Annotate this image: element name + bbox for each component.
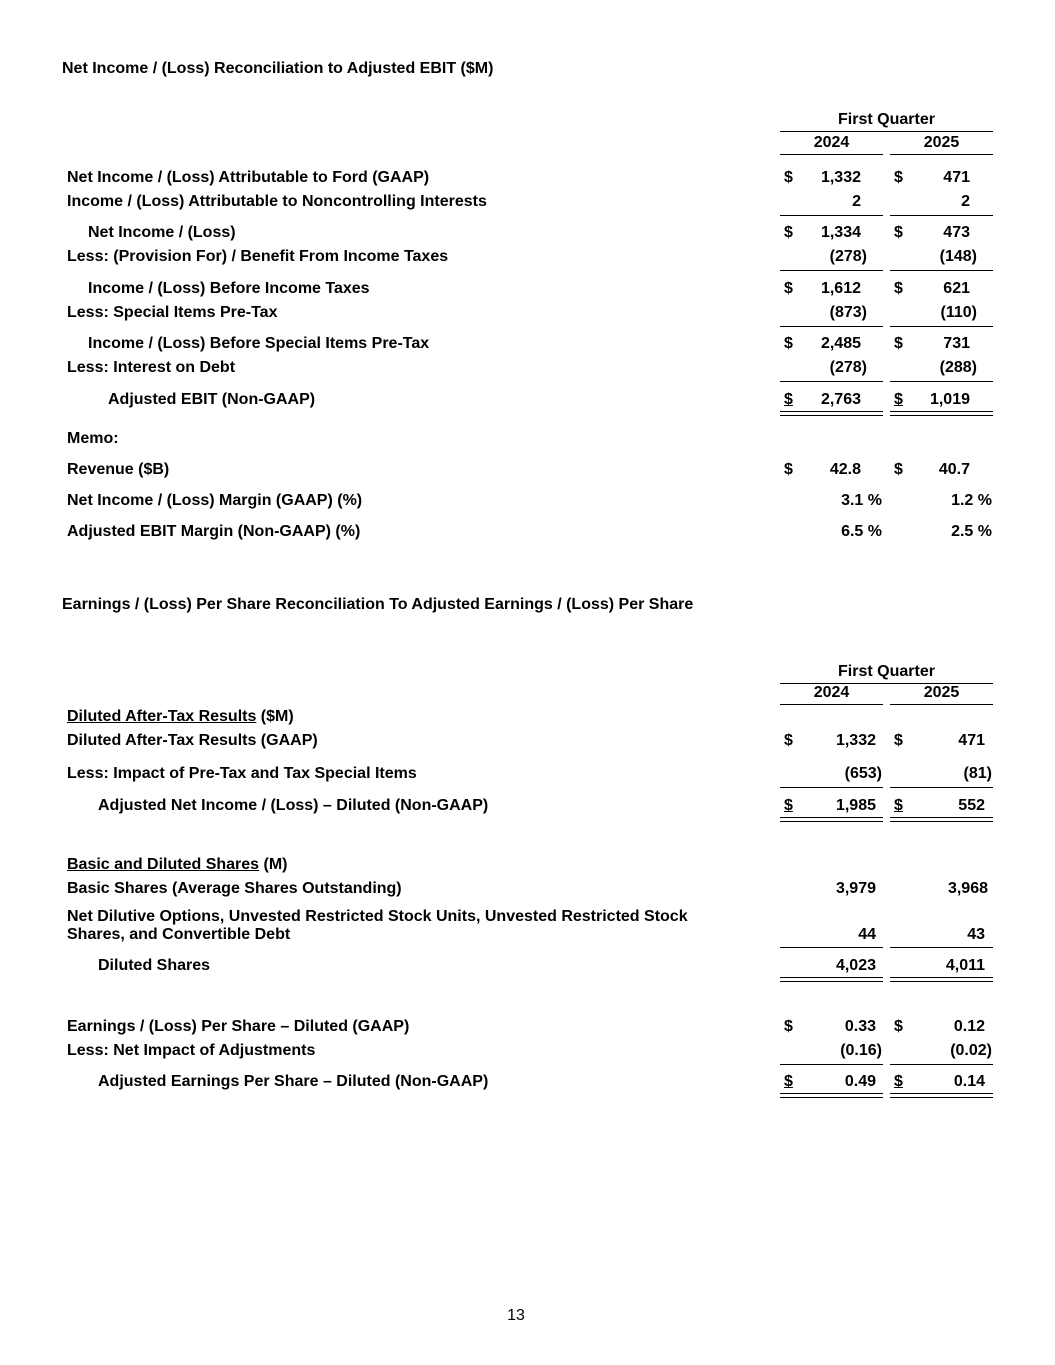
group1-unit: ($M) [256, 708, 294, 725]
value-2024: 0.33 [844, 1018, 876, 1035]
value-2024: 1,985 [835, 797, 876, 814]
total-double-rule [780, 411, 883, 416]
dollar-sign: $ [894, 335, 903, 352]
dollar-sign: $ [894, 732, 903, 749]
row-label: Income / (Loss) Before Special Items Pre-Tax [88, 335, 430, 352]
dollar-sign: $ [784, 732, 793, 749]
group2-heading: Basic and Diluted Shares [67, 856, 260, 873]
row-label: Income / (Loss) Before Income Taxes [88, 280, 370, 297]
table-row [0, 280, 1055, 302]
table-row [0, 523, 1055, 545]
table-row [0, 1018, 1055, 1040]
subtotal-rule [890, 326, 993, 327]
dollar-sign: $ [784, 461, 793, 478]
row-label: Less: Special Items Pre-Tax [67, 304, 278, 321]
value-2024: 1,612 [820, 280, 861, 297]
value-2024: 42.8 [829, 461, 861, 478]
table-row [0, 765, 1055, 787]
row-label: Adjusted EBIT Margin (Non-GAAP) (%) [67, 523, 361, 540]
table-row [0, 335, 1055, 357]
value-2024: 2,763 [820, 391, 861, 408]
table-row [0, 461, 1055, 483]
value-2024: (0.16) [840, 1042, 882, 1059]
page-number: 13 [507, 1307, 525, 1324]
total-double-rule [890, 411, 993, 416]
subtotal-rule [780, 947, 883, 948]
value-2025: 2.5 % [951, 523, 992, 540]
table-row [0, 359, 1055, 381]
value-2024: 1,332 [835, 732, 876, 749]
value-2025: 471 [958, 732, 985, 749]
subtotal-rule [780, 381, 883, 382]
value-2025: 471 [943, 169, 970, 186]
group2-unit: (M) [259, 856, 288, 873]
value-2024: 44 [858, 926, 876, 943]
table-row [0, 1073, 1055, 1095]
table-row [0, 908, 1055, 948]
section1-period-header: First Quarter [780, 111, 993, 132]
value-2024: 1,332 [820, 169, 861, 186]
row-label: Less: Impact of Pre-Tax and Tax Special Items [67, 765, 417, 782]
value-2025: 4,011 [945, 957, 985, 974]
section2-year-2025: 2025 [890, 684, 993, 705]
dollar-sign: $ [894, 224, 903, 241]
row-label: Net Income / (Loss) Margin (GAAP) (%) [67, 492, 363, 509]
value-2024: 6.5 % [841, 523, 882, 540]
table-row [0, 248, 1055, 270]
value-2024: 0.49 [844, 1073, 876, 1090]
value-2025: (148) [939, 248, 977, 265]
table-row [0, 957, 1055, 979]
dollar-sign: $ [894, 797, 903, 814]
value-2024: 2 [852, 193, 861, 210]
table-row [0, 193, 1055, 215]
table-row [0, 880, 1055, 902]
table-row [0, 732, 1055, 754]
value-2025: 43 [967, 926, 985, 943]
table-row [0, 224, 1055, 246]
value-2025: (0.02) [950, 1042, 992, 1059]
row-label-line2: Shares, and Convertible Debt [67, 926, 291, 943]
row-label: Basic Shares (Average Shares Outstanding) [67, 880, 402, 897]
section1-year-2024: 2024 [780, 134, 883, 155]
subtotal-rule [890, 787, 993, 788]
dollar-sign: $ [784, 391, 793, 408]
row-label: Diluted Shares [98, 957, 211, 974]
dollar-sign: $ [784, 335, 793, 352]
memo-label: Memo: [67, 430, 119, 447]
row-label: Income / (Loss) Attributable to Noncontrolling Interests [67, 193, 487, 210]
table-row [0, 492, 1055, 514]
total-double-rule [780, 977, 883, 982]
value-2024: 1,334 [820, 224, 861, 241]
dollar-sign: $ [894, 461, 903, 478]
table-row [0, 304, 1055, 326]
table-row [0, 1042, 1055, 1064]
subtotal-rule [890, 270, 993, 271]
subtotal-rule [780, 215, 883, 216]
row-label: Adjusted EBIT (Non-GAAP) [108, 391, 316, 408]
table-row [0, 797, 1055, 819]
total-double-rule [890, 817, 993, 822]
table-row [0, 169, 1055, 191]
value-2024: (278) [829, 248, 867, 265]
memo-heading [0, 430, 1055, 452]
row-label: Diluted After-Tax Results (GAAP) [67, 732, 318, 749]
subtotal-rule [780, 1064, 883, 1065]
subtotal-rule [780, 270, 883, 271]
dollar-sign: $ [894, 169, 903, 186]
dollar-sign: $ [784, 169, 793, 186]
row-label: Less: (Provision For) / Benefit From Income Taxes [67, 248, 449, 265]
section2-period-header: First Quarter [780, 663, 993, 684]
row-label-line1: Net Dilutive Options, Unvested Restricted Stock Units, Unvested Restricted Stock [67, 908, 688, 925]
value-2025: 731 [943, 335, 970, 352]
group1-heading: Diluted After-Tax Results [67, 708, 257, 725]
row-label: Earnings / (Loss) Per Share – Diluted (GAAP) [67, 1018, 410, 1035]
value-2024: 4,023 [835, 957, 876, 974]
value-2025: (110) [940, 304, 977, 321]
subtotal-rule [890, 381, 993, 382]
subtotal-rule [780, 326, 883, 327]
group-heading [0, 708, 1055, 730]
subtotal-rule [780, 787, 883, 788]
total-double-rule [780, 817, 883, 822]
total-double-rule [890, 1093, 993, 1098]
dollar-sign: $ [894, 1018, 903, 1035]
value-2025: 1.2 % [951, 492, 992, 509]
value-2025: 621 [943, 280, 970, 297]
row-label: Net Income / (Loss) [88, 224, 236, 241]
dollar-sign: $ [784, 797, 793, 814]
value-2025: 3,968 [947, 880, 988, 897]
value-2025: (288) [939, 359, 977, 376]
value-2025: 0.12 [953, 1018, 985, 1035]
value-2024: 2,485 [820, 335, 861, 352]
total-double-rule [890, 977, 993, 982]
dollar-sign: $ [784, 1073, 793, 1090]
value-2025: 2 [961, 193, 970, 210]
section1-year-2025: 2025 [890, 134, 993, 155]
dollar-sign: $ [784, 280, 793, 297]
row-label: Adjusted Earnings Per Share – Diluted (Non-GAAP) [98, 1073, 489, 1090]
dollar-sign: $ [784, 224, 793, 241]
dollar-sign: $ [784, 1018, 793, 1035]
dollar-sign: $ [894, 391, 903, 408]
row-label: Adjusted Net Income / (Loss) – Diluted (Non-GAAP) [98, 797, 489, 814]
value-2025: 0.14 [953, 1073, 985, 1090]
value-2024: (653) [844, 765, 882, 782]
subtotal-rule [890, 215, 993, 216]
value-2024: (873) [829, 304, 867, 321]
group-heading [0, 856, 1055, 878]
value-2025: 552 [958, 797, 985, 814]
dollar-sign: $ [894, 1073, 903, 1090]
row-label: Net Income / (Loss) Attributable to Ford (GAAP) [67, 169, 430, 186]
section2-year-2024: 2024 [780, 684, 883, 705]
subtotal-rule [890, 947, 993, 948]
value-2024: 3,979 [835, 880, 876, 897]
value-2025: 473 [943, 224, 970, 241]
subtotal-rule [890, 1064, 993, 1065]
value-2024: (278) [829, 359, 867, 376]
row-label: Revenue ($B) [67, 461, 170, 478]
value-2025: 1,019 [929, 391, 970, 408]
row-label: Less: Net Impact of Adjustments [67, 1042, 316, 1059]
table-row [0, 391, 1055, 413]
value-2025: (81) [963, 765, 992, 782]
total-double-rule [780, 1093, 883, 1098]
row-label: Less: Interest on Debt [67, 359, 236, 376]
value-2025: 40.7 [938, 461, 970, 478]
section2-title: Earnings / (Loss) Per Share Reconciliation To Adjusted Earnings / (Loss) Per Share [62, 596, 694, 613]
section1-title: Net Income / (Loss) Reconciliation to Adjusted EBIT ($M) [62, 60, 494, 77]
value-2024: 3.1 % [841, 492, 882, 509]
dollar-sign: $ [894, 280, 903, 297]
